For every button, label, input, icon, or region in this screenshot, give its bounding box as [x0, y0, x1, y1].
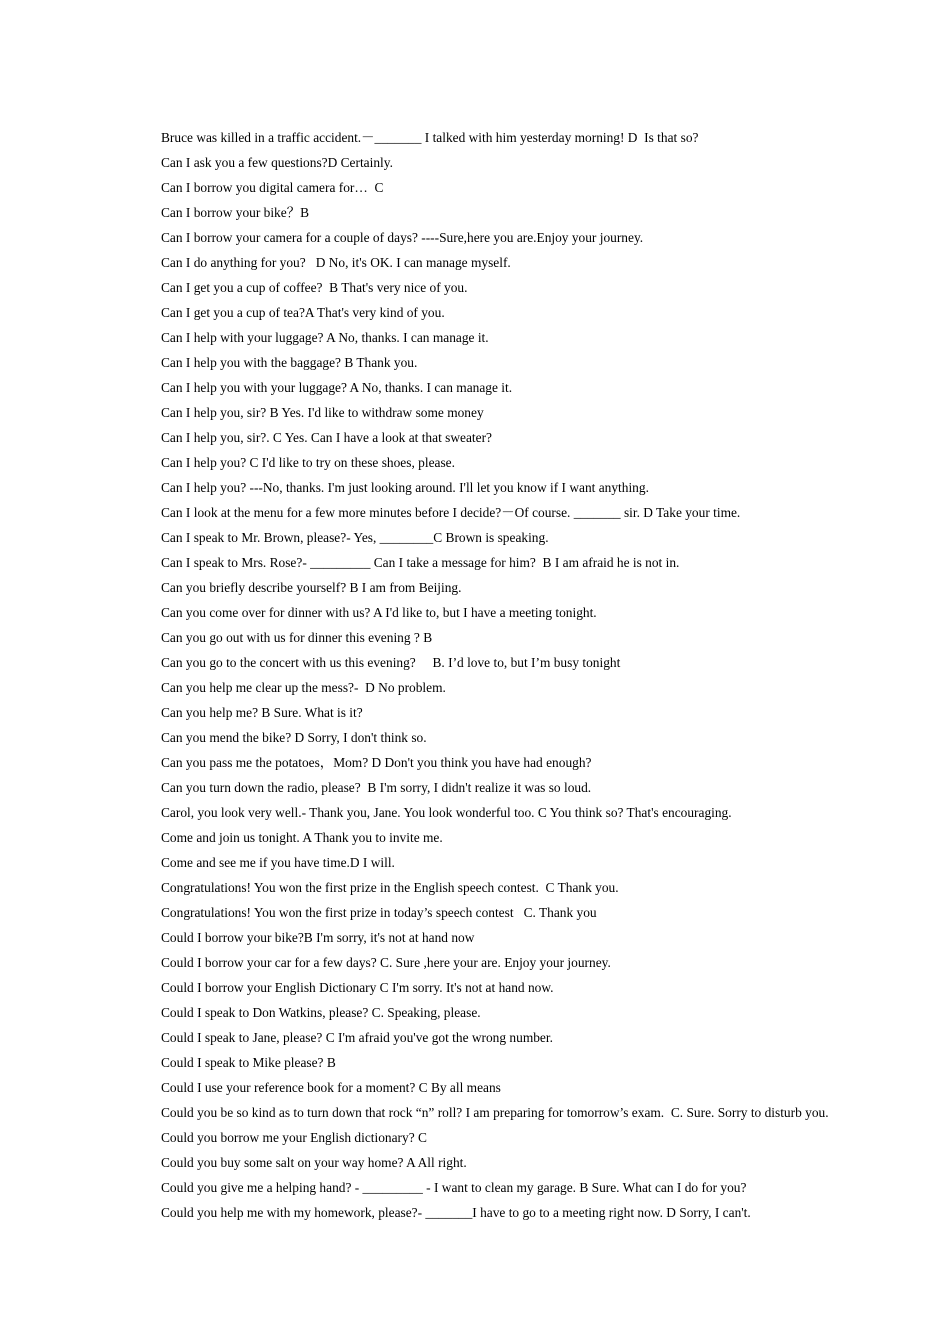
- text-lines: [161, 126, 936, 1226]
- text-line: Congratulations! You won the first prize in the English speech contest. C Thank you.: [161, 880, 619, 895]
- text-line: Can you go to the concert with us this evening? B. I’d love to, but I’m busy tonight: [161, 655, 621, 670]
- text-line: Can you go out with us for dinner this evening ? B: [161, 630, 433, 645]
- text-line: Could you be so kind as to turn down that rock “n” roll? I am preparing for tomorrow’s exam. C. Sure. Sorry to disturb you.: [161, 1105, 829, 1120]
- text-line: Could I speak to Jane, please? C I'm afraid you've got the wrong number.: [161, 1030, 553, 1045]
- text-line: Congratulations! You won the first prize in today’s speech contest C. Thank you: [161, 905, 597, 920]
- text-line: Could you help me with my homework, please?- _______I have to go to a meeting right now. D Sorry, I can't.: [161, 1205, 751, 1220]
- text-line: Could you borrow me your English dictionary? C: [161, 1130, 427, 1145]
- text-line: Can you help me clear up the mess?- D No problem.: [161, 680, 446, 695]
- text-line: Can you pass me the potatoes，Mom? D Don't you think you have had enough?: [161, 755, 592, 770]
- text-line: Could I borrow your bike?B I'm sorry, it's not at hand now: [161, 930, 475, 945]
- text-line: Can I speak to Mr. Brown, please?- Yes, ________C Brown is speaking.: [161, 530, 549, 545]
- text-line: Could I speak to Mike please? B: [161, 1055, 336, 1070]
- text-line: Can you come over for dinner with us? A I'd like to, but I have a meeting tonight.: [161, 605, 597, 620]
- text-line: Can I help with your luggage? A No, thanks. I can manage it.: [161, 330, 489, 345]
- text-line: Can you turn down the radio, please? B I'm sorry, I didn't realize it was so loud.: [161, 780, 592, 795]
- text-line: Could I borrow your car for a few days? C. Sure ,here your are. Enjoy your journey.: [161, 955, 611, 970]
- text-line: Could you give me a helping hand? - _________ - I want to clean my garage. B Sure. What can I do for you?: [161, 1180, 747, 1195]
- text-line: Bruce was killed in a traffic accident.－_______ I talked with him yesterday morning! D Is that so?: [161, 130, 699, 145]
- text-line: Can you briefly describe yourself? B I am from Beijing.: [161, 580, 462, 595]
- text-line: Carol, you look very well.- Thank you, Jane. You look wonderful too. C You think so? That's encouraging.: [161, 805, 732, 820]
- text-line: Could I speak to Don Watkins, please? C. Speaking, please.: [161, 1005, 481, 1020]
- text-line: Come and join us tonight. A Thank you to invite me.: [161, 830, 443, 845]
- text-line: Can I look at the menu for a few more minutes before I decide?－Of course. _______ sir. D Take your time.: [161, 505, 741, 520]
- text-line: Can I borrow you digital camera for… C: [161, 180, 384, 195]
- text-line: Can I speak to Mrs. Rose?- _________ Can I take a message for him? B I am afraid he is not in.: [161, 555, 680, 570]
- text-line: Can I help you with your luggage? A No, thanks. I can manage it.: [161, 380, 513, 395]
- text-line: Can I borrow your bike？B: [161, 205, 310, 220]
- text-line: Can I get you a cup of tea?A That's very kind of you.: [161, 305, 445, 320]
- text-line: Can I help you with the baggage? B Thank you.: [161, 355, 418, 370]
- text-line: Can you mend the bike? D Sorry, I don't think so.: [161, 730, 427, 745]
- text-line: Come and see me if you have time.D I will.: [161, 855, 395, 870]
- text-line: Could I use your reference book for a moment? C By all means: [161, 1080, 501, 1095]
- text-line: Could I borrow your English Dictionary C I'm sorry. It's not at hand now.: [161, 980, 554, 995]
- text-line: Can I get you a cup of coffee? B That's very nice of you.: [161, 280, 468, 295]
- text-line: Can I help you, sir?. C Yes. Can I have a look at that sweater?: [161, 430, 492, 445]
- text-line: Could you buy some salt on your way home? A All right.: [161, 1155, 467, 1170]
- text-line: Can I ask you a few questions?D Certainly.: [161, 155, 393, 170]
- text-line: Can I do anything for you? D No, it's OK. I can manage myself.: [161, 255, 511, 270]
- text-line: Can I help you? ---No, thanks. I'm just looking around. I'll let you know if I want anything.: [161, 480, 649, 495]
- text-line: Can I help you? C I'd like to try on these shoes, please.: [161, 455, 455, 470]
- text-line: Can you help me? B Sure. What is it?: [161, 705, 363, 720]
- text-line: Can I help you, sir? B Yes. I'd like to withdraw some money: [161, 405, 484, 420]
- text-line: Can I borrow your camera for a couple of days? ----Sure,here you are.Enjoy your journey.: [161, 230, 644, 245]
